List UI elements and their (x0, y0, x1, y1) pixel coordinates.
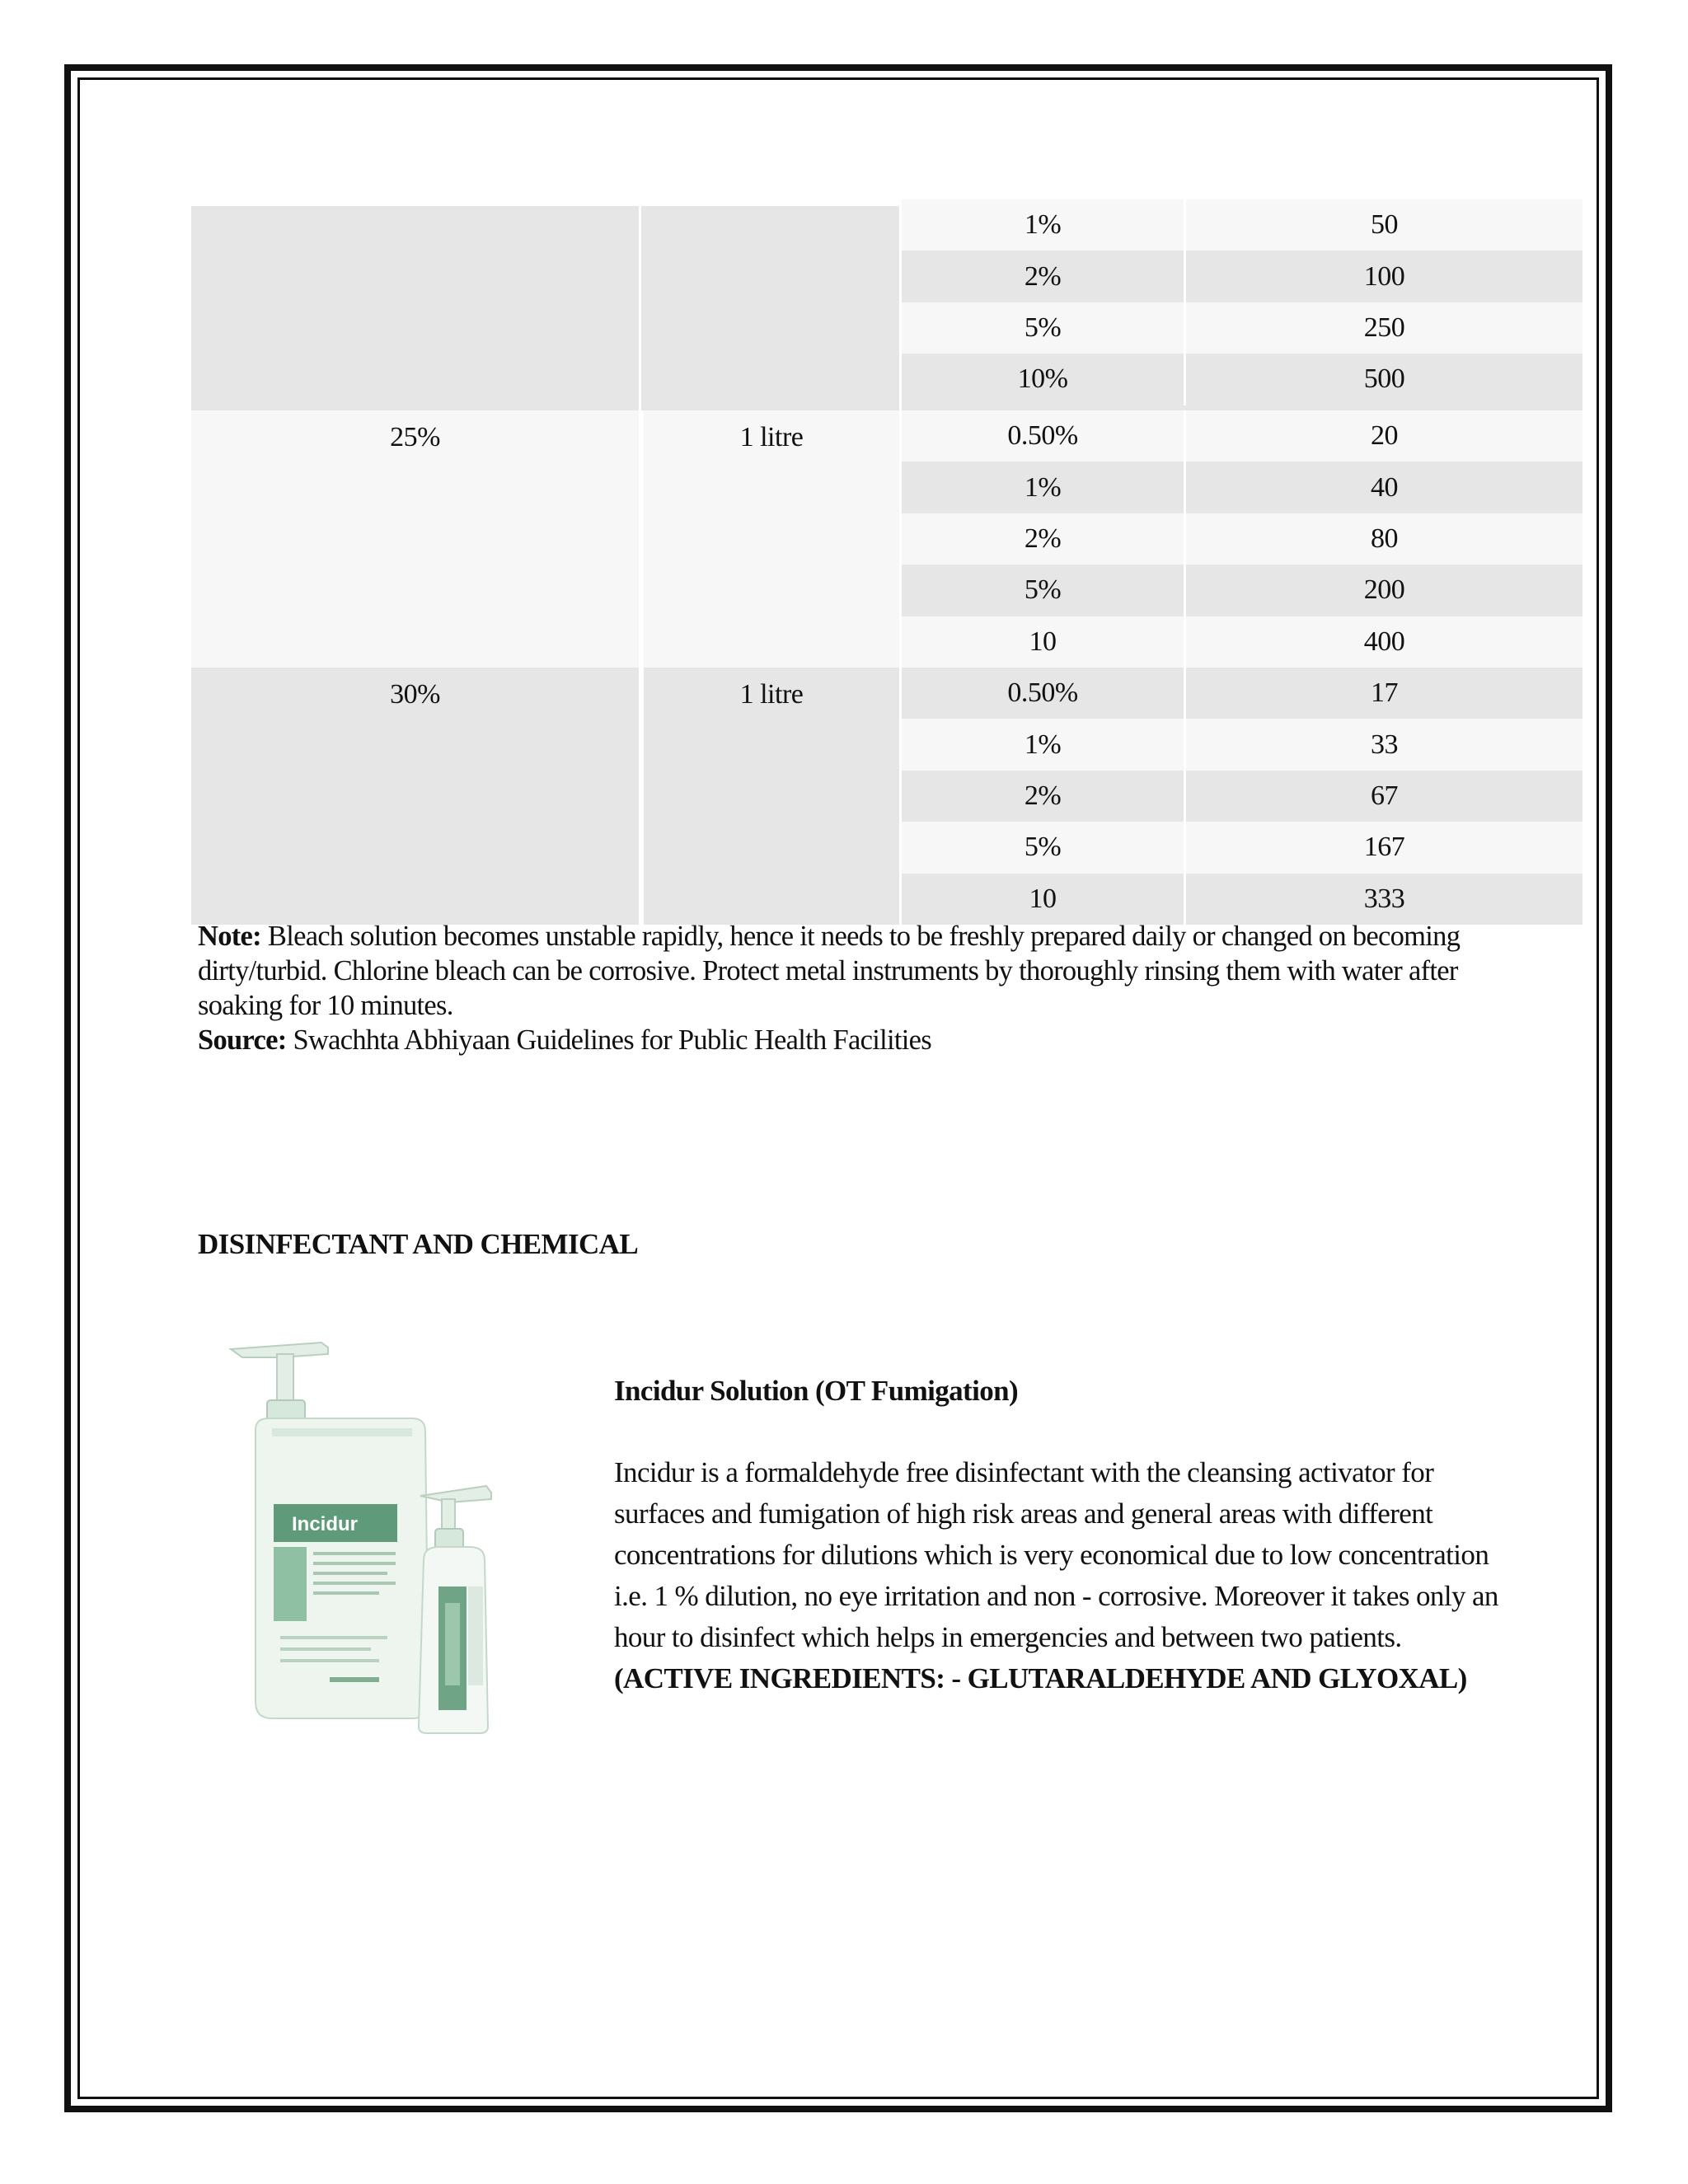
table-row (902, 771, 1582, 822)
dilution-cell: 2% (902, 771, 1186, 822)
amount-cell: 20 (1371, 420, 1398, 452)
active-ingredients: (ACTIVE INGREDIENTS: - GLUTARALDEHYDE AND GLYOXAL) (614, 1662, 1467, 1694)
amount-cell: 50 (1371, 209, 1398, 241)
table-row (902, 719, 1582, 770)
table-row (902, 302, 1582, 354)
strength-text: 25% (390, 422, 440, 452)
table-row (902, 251, 1582, 302)
dilution-table (190, 199, 1582, 925)
amount-cell: 333 (1363, 883, 1405, 914)
dilution-cell: 5% (902, 822, 1186, 873)
source-label: Source: (198, 1024, 287, 1056)
strength-text: 30% (390, 679, 440, 710)
table-row (902, 822, 1582, 873)
amount-cell: 500 (1363, 363, 1405, 395)
amount-cell: 167 (1363, 832, 1405, 863)
amount-cell: 67 (1371, 780, 1398, 811)
volume-text: 1 litre (739, 422, 804, 452)
dilution-cell: 1% (902, 719, 1186, 770)
amount-cell: 250 (1363, 312, 1405, 343)
product-description-text: Incidur is a formaldehyde free disinfectant with the cleansing activator for surfaces and fumigation of high risk areas and general areas with different concentrations for dilutions which is very economical due to low concentration i.e. 1 % dilution, no eye irritation and non - corrosive. Moreover it takes only an hour to disinfect which helps in emergencies and between two patients. (614, 1456, 1498, 1653)
source-text: Swachhta Abhiyaan Guidelines for Public Health Facilities (286, 1024, 931, 1056)
dilution-cell: 2% (902, 513, 1186, 565)
volume-cell (644, 206, 902, 410)
amount-cell: 40 (1371, 471, 1398, 503)
dilution-cell: 5% (902, 565, 1186, 616)
dilution-cell: 1% (902, 462, 1186, 513)
dilution-cell: 0.50% (902, 668, 1186, 719)
table-row (902, 668, 1582, 719)
dilution-cell: 10 (902, 616, 1186, 668)
volume-cell (644, 410, 902, 668)
table-group (190, 410, 1582, 668)
table-row (902, 199, 1582, 251)
table-row (902, 616, 1582, 668)
table-group (190, 668, 1582, 925)
product-description (614, 1452, 1504, 1699)
amount-cell: 200 (1363, 574, 1405, 606)
strength-cell (191, 668, 641, 925)
table-row (902, 513, 1582, 565)
dilution-cell: 5% (902, 302, 1186, 354)
dilution-cell: 0.50% (902, 410, 1186, 462)
volume-text: 1 litre (739, 679, 804, 710)
strength-cell (191, 410, 641, 668)
note-paragraph (198, 919, 1484, 1057)
dilution-rows (902, 668, 1582, 925)
dilution-cell: 2% (902, 251, 1186, 302)
section-heading: DISINFECTANT AND CHEMICAL (198, 1228, 639, 1260)
amount-cell: 400 (1363, 626, 1405, 657)
amount-cell: 80 (1371, 523, 1398, 554)
note-text: Bleach solution becomes unstable rapidly, hence it needs to be freshly prepared daily or changed on becoming dirty/turbid. Chlorine bleach can be corrosive. Protect metal instruments by thoroughly rinsing them with water after soaking for 10 minutes. (198, 921, 1461, 1021)
dilution-rows (902, 410, 1582, 668)
table-row (902, 565, 1582, 616)
dilution-cell: 10 (902, 874, 1186, 925)
amount-cell: 17 (1371, 677, 1398, 709)
product-title: Incidur Solution (OT Fumigation) (614, 1375, 1019, 1407)
amount-cell: 33 (1371, 729, 1398, 760)
incidur-product-image (223, 1339, 552, 1735)
dilution-rows (902, 199, 1582, 405)
volume-cell (644, 668, 902, 925)
amount-cell: 100 (1363, 260, 1405, 292)
note-label: Note: (198, 921, 261, 952)
dilution-cell: 10% (902, 354, 1186, 405)
table-row (902, 410, 1582, 462)
table-row (902, 462, 1582, 513)
table-row (902, 874, 1582, 925)
strength-cell (191, 206, 641, 410)
table-row (902, 354, 1582, 405)
table-group (190, 206, 1582, 410)
dilution-cell: 1% (902, 199, 1186, 251)
product-label-text: Incidur (292, 1513, 359, 1535)
